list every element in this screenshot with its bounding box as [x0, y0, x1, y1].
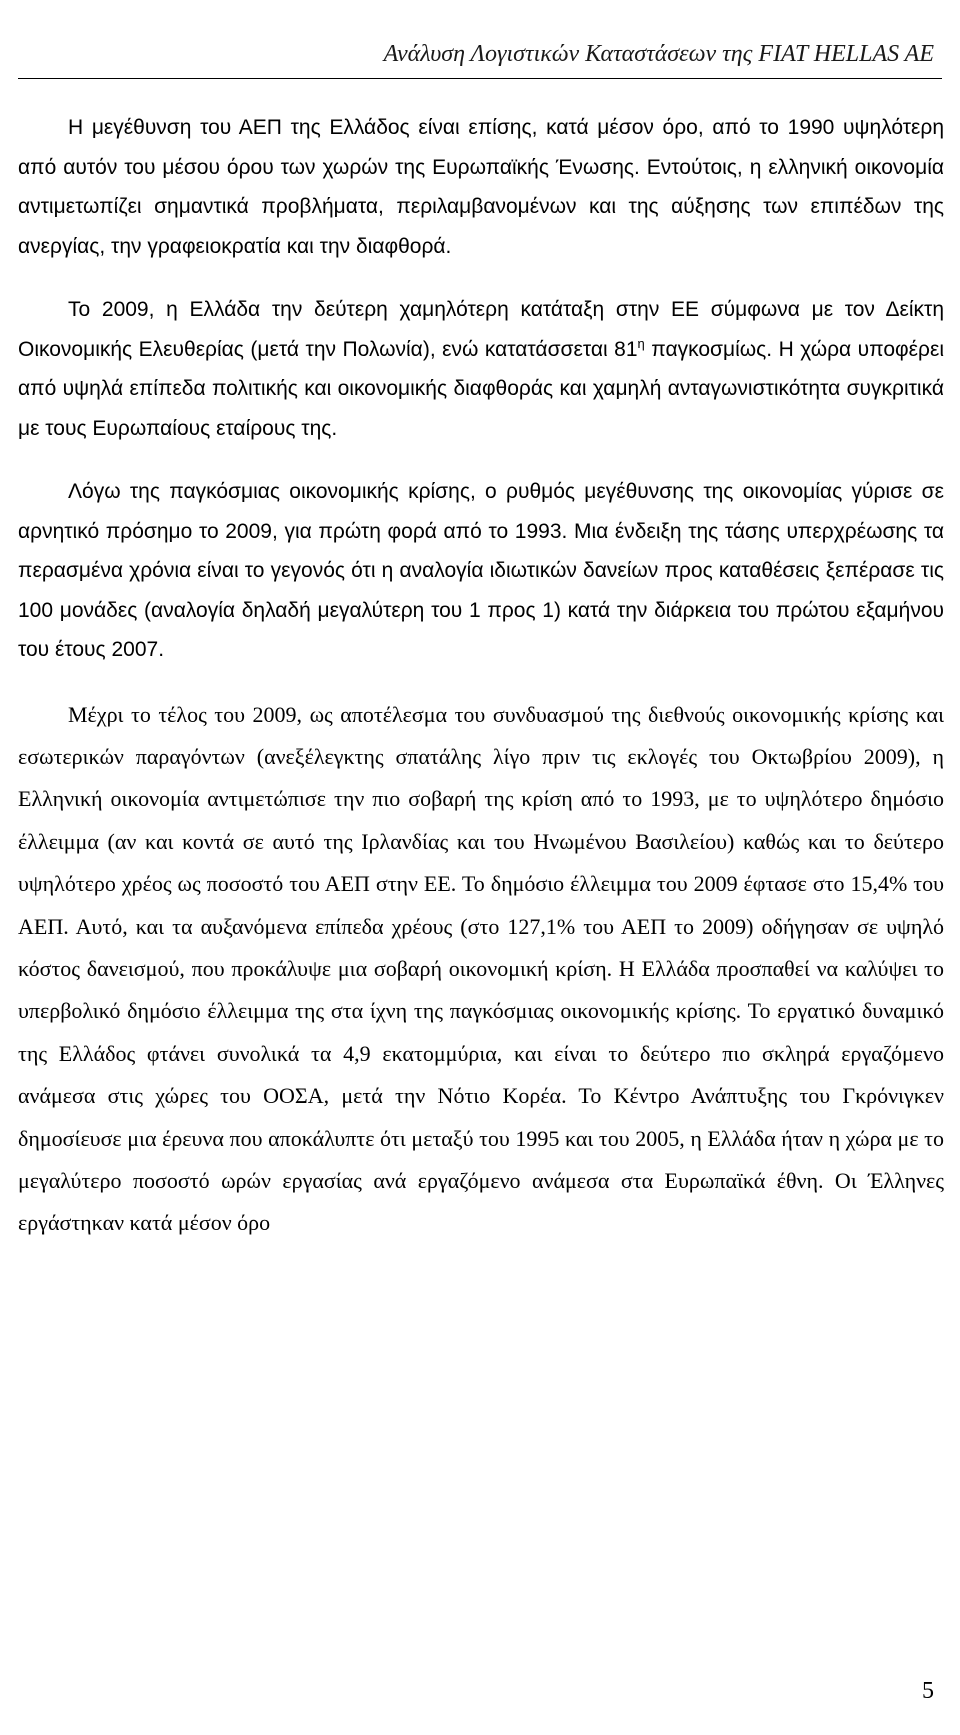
paragraph-economic-crisis: Λόγω της παγκόσμιας οικονομικής κρίσης, ο ρυθμός μεγέθυνσης της οικονομίας γύρισε σε αρνητικό πρόσημο το 2009, για πρώτη φορά από το 1993. Μια ένδειξη της τάσης υπερχρέωσης τα περασμένα χρόνια είναι το γεγονός ότι η αναλογία ιδιωτικών δανείων προς καταθέσεις ξεπέρασε τις 100 μονάδες (αναλογία δηλαδή μεγαλύτερη του 1 προς 1) κατά την διάρκεια του πρώτου εξαμήνου του έτους 2007.	[18, 480, 944, 661]
page-number: 5	[922, 1678, 934, 1704]
paragraph-economic-freedom	[18, 290, 944, 448]
paragraph-deficit-labor: Μέχρι το τέλος του 2009, ως αποτέλεσμα του συνδυασμού της διεθνούς οικονομικής κρίσης και εσωτερικών παραγόντων (ανεξέλεγκτης σπατάλης λίγο πριν τις εκλογές του Οκτωβρίου 2009), η Ελληνική οικονομία αντιμετώπισε την πιο σοβαρή της κρίση από το 1993, με το υψηλότερο δημόσιο έλλειμμα (αν και κοντά σε αυτό της Ιρλανδίας και του Ηνωμένου Βασιλείου) καθώς και το δεύτερο υψηλότερο χρέος ως ποσοστό του ΑΕΠ στην ΕΕ. Το δημόσιο έλλειμμα του 2009 έφτασε στο 15,4% του ΑΕΠ. Αυτό, και τα αυξανόμενα επίπεδα χρέους (στο 127,1% του ΑΕΠ το 2009) οδήγησαν σε υψηλό κόστος δανεισμού, που προκάλυψε μια σοβαρή οικονομική κρίση. Η Ελλάδα προσπαθεί να καλύψει το υπερβολικό δημόσιο έλλειμμα της στα ίχνη της παγκόσμιας οικονομικής κρίσης. Το εργατικό δυναμικό της Ελλάδος φτάνει συνολικά τα 4,9 εκατομμύρια, και είναι το δεύτερο πιο σκληρά εργαζόμενο ανάμεσα στις χώρες του ΟΟΣΑ, μετά την Νότιο Κορέα. Το Κέντρο Ανάπτυξης του Γκρόνιγκεν δημοσίευσε μια έρευνα που αποκάλυπτε ότι μεταξύ του 1995 και του 2005, η Ελλάδα ήταν η χώρα με το μεγαλύτερο ποσοστό ωρών εργασίας ανά εργαζόμενο ανάμεσα στα Ευρωπαϊκά έθνη. Οι Έλληνες εργάστηκαν κατά μέσον όρο	[18, 701, 944, 1236]
header-rule	[18, 78, 942, 79]
paragraph-economic-freedom-text-end: παγκοσμίως. Η χώρα υποφέρει από υψηλά επίπεδα πολιτικής και οικονομικής διαφθοράς και χαμηλή ανταγωνιστικότητα συγκριτικά με τους Ευρωπαίους εταίρους της.	[18, 337, 944, 440]
ranking-superscript: η	[637, 335, 645, 351]
page-body	[18, 108, 944, 1245]
running-header-title: Ανάλυση Λογιστικών Καταστάσεων της FIAT HELLAS AE	[383, 41, 934, 67]
paragraph-economic-freedom-text-start: Το 2009, η Ελλάδα την δεύτερη χαμηλότερη κατάταξη στην ΕΕ σύμφωνα με τον Δείκτη Οικονομικής Ελευθερίας (μετά την Πολωνία), ενώ κατατάσσεται 81	[18, 298, 944, 361]
paragraph-gdp-growth: Η μεγέθυνση του ΑΕΠ της Ελλάδος είναι επίσης, κατά μέσον όρο, από το 1990 υψηλότερη από αυτόν του μέσου όρου των χωρών της Ευρωπαϊκής Ένωσης. Εντούτοις, η ελληνική οικονομία αντιμετωπίζει σημαντικά προβλήματα, περιλαμβανομένων και της αύξησης των επιπέδων της ανεργίας, την γραφειοκρατία και την διαφθορά.	[18, 116, 944, 258]
